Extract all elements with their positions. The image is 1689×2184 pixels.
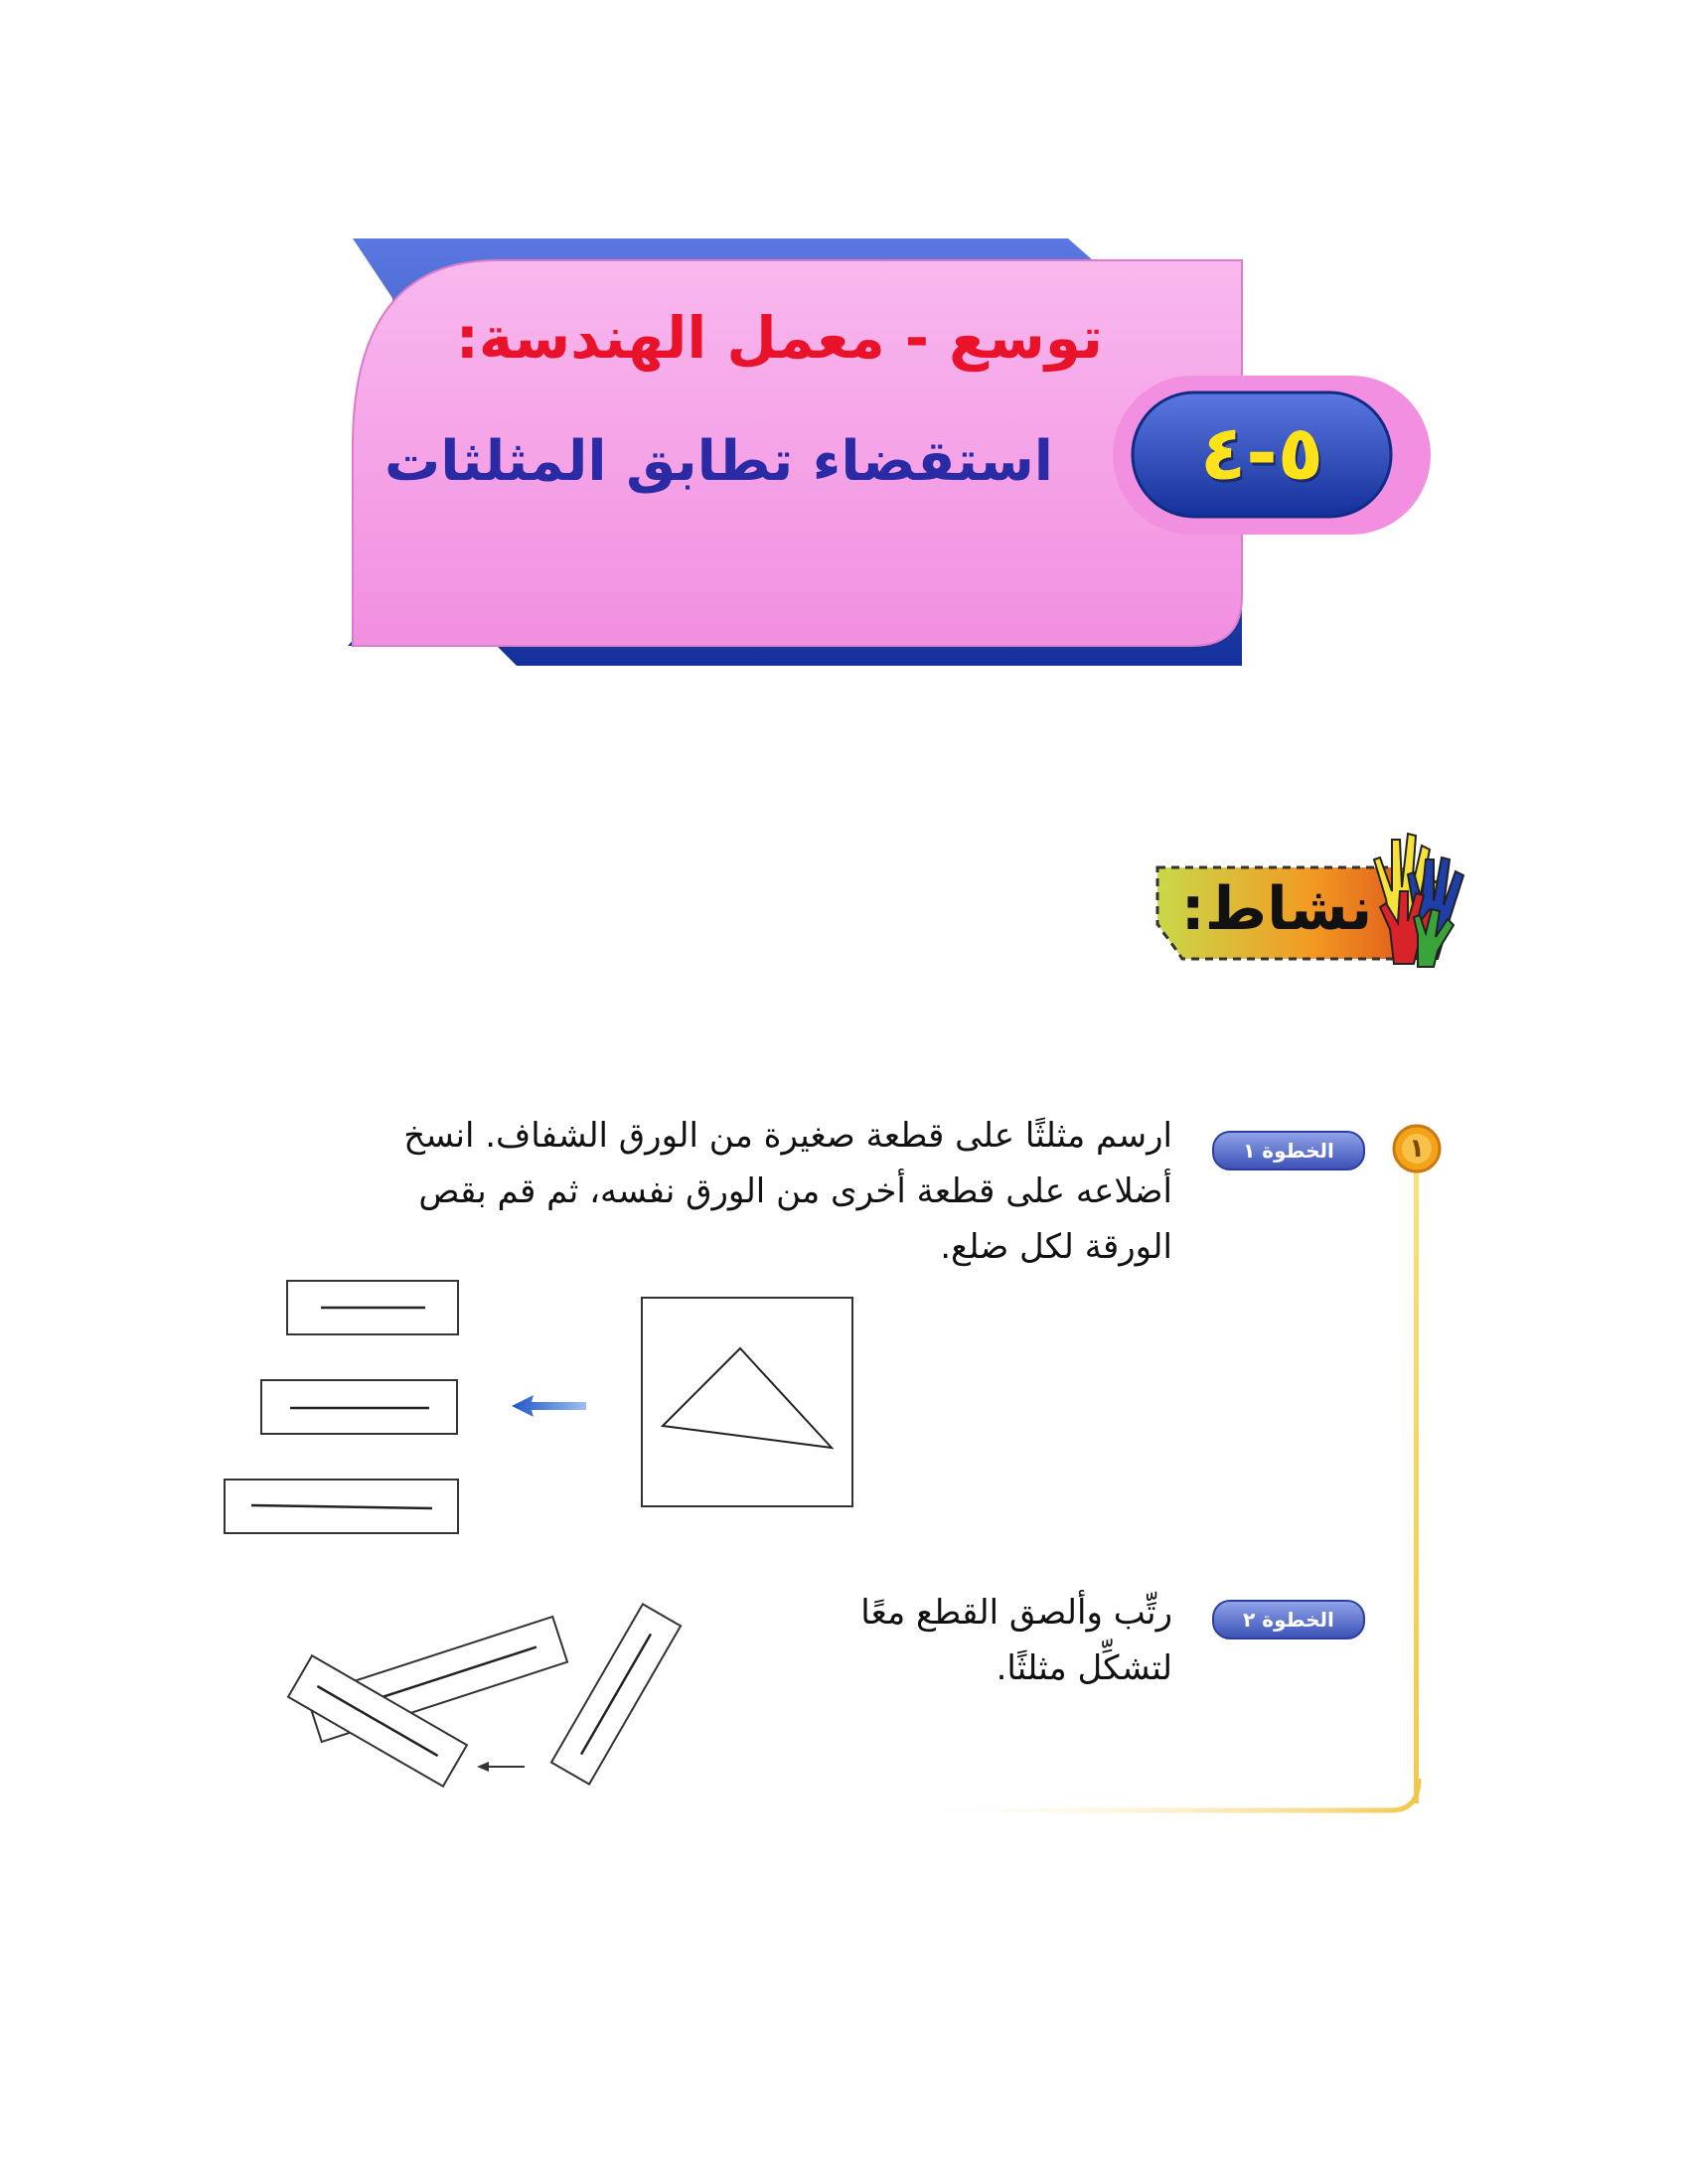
step-1-line-2: أضلاعه على قطعة أخرى من الورق نفسه، ثم قم بقص	[418, 1171, 1172, 1211]
step-1-text	[298, 1108, 1172, 1275]
tracing-paper-triangle	[641, 1297, 854, 1510]
step-2-pill: الخطوة ٢	[1212, 1600, 1365, 1639]
side-strip-3	[224, 1479, 460, 1538]
lesson-number: ٥-٤	[1199, 407, 1324, 497]
side-strip-2	[260, 1379, 459, 1439]
step-1-number: ١	[1409, 1134, 1425, 1164]
lesson-title-line1: توسع - معمل الهندسة:	[455, 304, 1103, 372]
strips-forming-triangle	[278, 1590, 715, 1808]
step-2-line-1: رتِّب وألصق القطع معًا	[860, 1593, 1172, 1633]
step-2-line-2: لتشكِّل مثلثًا.	[996, 1648, 1172, 1688]
activity-label: نشاط:	[1180, 874, 1373, 944]
lesson-title-line2: استقضاء تطابق المثلثات	[384, 429, 1053, 494]
step-1-line-3: الورقة لكل ضلع.	[940, 1227, 1172, 1267]
arrow-left-icon	[512, 1393, 586, 1419]
step-1-line-1: ارسم مثلثًا على قطعة صغيرة من الورق الشفاف. انسخ	[403, 1116, 1172, 1156]
step-1-pill: الخطوة ١	[1212, 1131, 1365, 1170]
step-2-text	[656, 1585, 1172, 1696]
side-strip-1	[286, 1280, 460, 1339]
